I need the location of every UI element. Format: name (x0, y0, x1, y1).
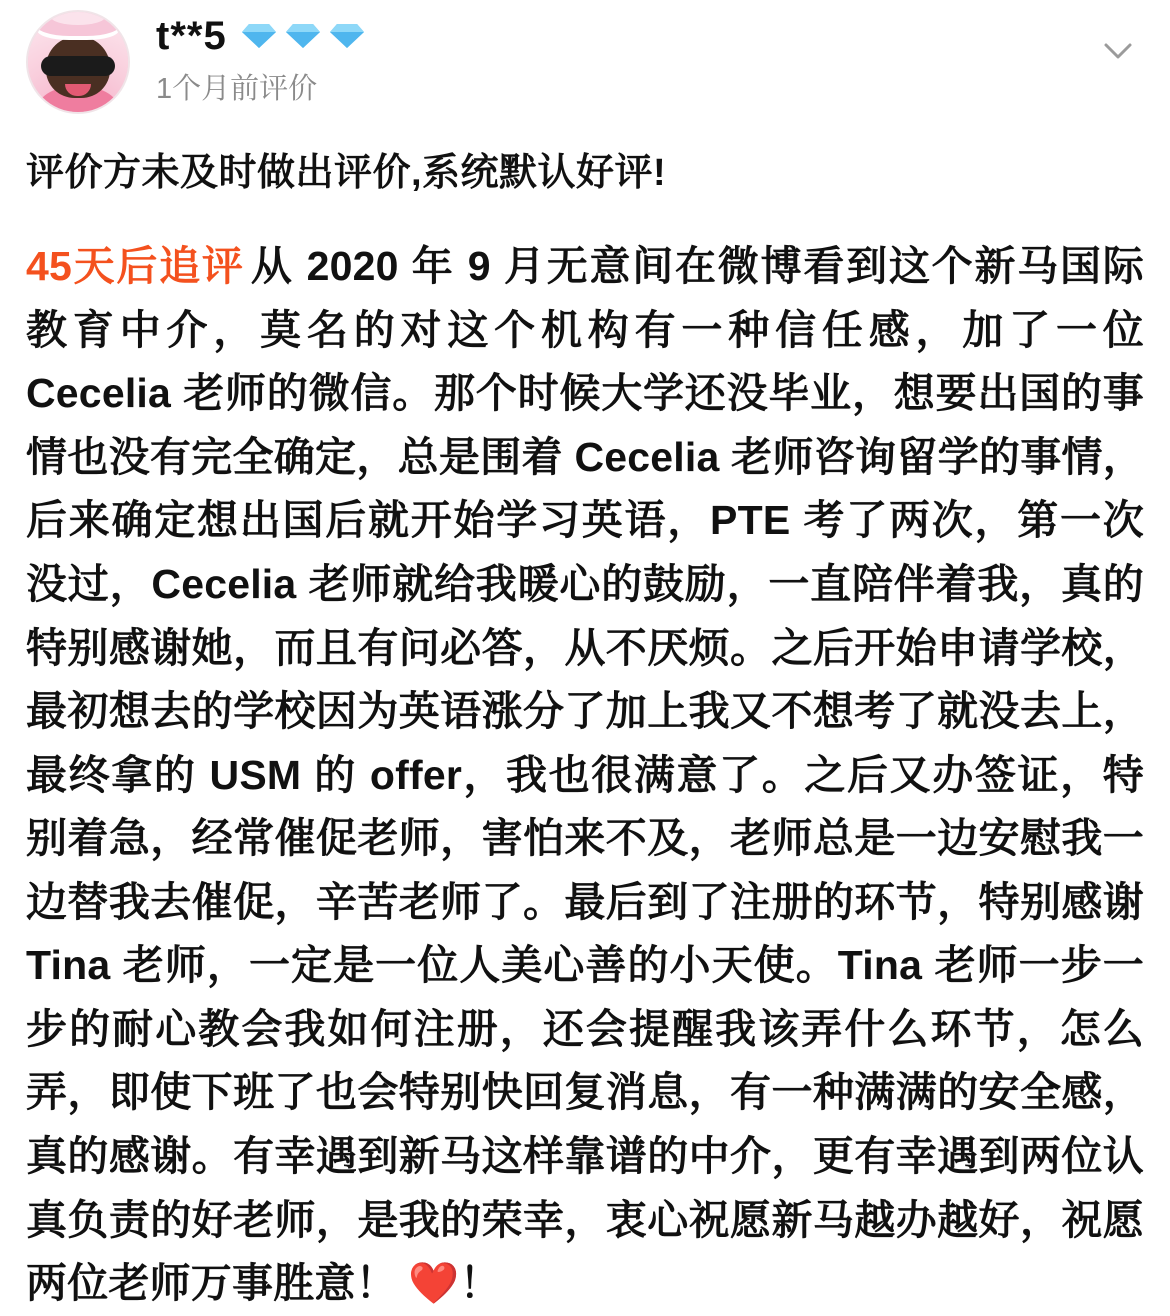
diamond-icon (241, 23, 277, 49)
review-header-text (156, 10, 1144, 107)
diamond-icon (329, 23, 365, 49)
username-row (156, 14, 1144, 58)
username: t**5 (156, 14, 227, 58)
appended-review (26, 235, 1144, 1315)
append-label: 45天后追评 (26, 243, 245, 290)
first-comment-text: 评价方未及时做出评价,系统默认好评! (26, 152, 667, 194)
avatar[interactable] (26, 10, 130, 114)
append-text: 从 2020 年 9 月无意间在微博看到这个新马国际教育中介，莫名的对这个机构有一种信任感，加了一位 Cecelia 老师的微信。那个时候大学还没毕业，想要出国的事情也没有完全确定，总是围着 Cecelia 老师咨询留学的事情，后来确定想出国后就开始学习英语，PTE 考了两次，第一次没过，Cecelia 老师就给我暖心的鼓励，一直陪伴着我，真的特别感谢她，而且有问必答，从不厌烦。之后开始申请学校，最初想去的学校因为英语涨分了加上我又不想考了就没去上，最终拿的 USM 的 offer，我也很满意了。之后又办签证，特别着急，经常催促老师，害怕来不及，老师总是一边安慰我一边替我去催促，辛苦老师了。最后到了注册的环节，特别感谢 Tina 老师，一定是一位人美心善的小天使。Tina 老师一步一步的耐心教会我如何注册，还会提醒我该弄什么环节，怎么弄，即使下班了也会特别快回复消息，有一种满满的安全感，真的感谢。有幸遇到新马这样靠谱的中介，更有幸遇到两位认真负责的好老师，是我的荣幸，衷心祝愿新马越办越好，祝愿两位老师万事胜意！ (26, 243, 1144, 1307)
level-badges (241, 23, 365, 49)
avatar-sunglasses (41, 56, 115, 76)
diamond-icon (285, 23, 321, 49)
review-timestamp: 1个月前评价 (156, 73, 318, 105)
avatar-hat (35, 10, 121, 36)
heart-icon: ❤️ (408, 1260, 460, 1307)
review-header (26, 10, 1144, 122)
append-tail: ！ (459, 1260, 501, 1307)
chevron-down-icon[interactable] (1096, 28, 1140, 72)
